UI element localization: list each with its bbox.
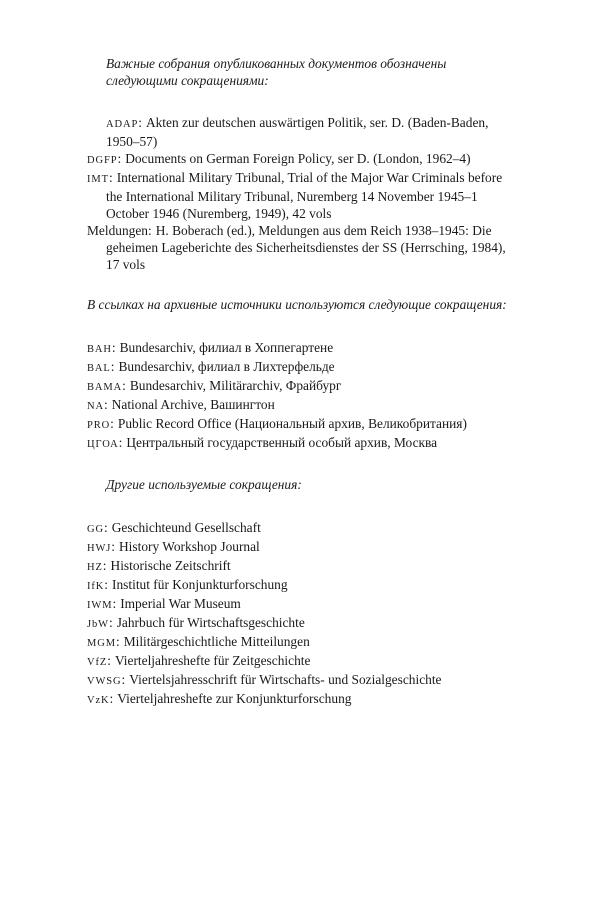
spacer xyxy=(87,273,517,296)
entry-separator: : xyxy=(103,397,108,412)
entry-text: Historische Zeitschrift xyxy=(110,558,231,573)
published-documents-heading: Важные собрания опубликованных документов обозначены следующими сокращениями: xyxy=(106,56,447,88)
entry-text: Geschichteund Gesellschaft xyxy=(111,520,261,535)
entry-abbreviation: PRO xyxy=(87,420,111,431)
entry-text: Public Record Office (Национальный архив, Великобритания) xyxy=(117,416,467,431)
entry-text: Akten zur deutschen auswärtigen Politik, ser. D. (Baden-Baden, 1950–57) xyxy=(106,115,489,149)
entry-separator: : xyxy=(110,359,115,374)
entry-separator: : xyxy=(104,577,109,592)
entry-separator: : xyxy=(138,115,142,130)
entry-separator: : xyxy=(110,416,114,431)
entry-gg xyxy=(87,519,517,538)
entry-abbreviation: HWJ xyxy=(87,543,112,554)
entry-abbreviation: MGM xyxy=(87,638,116,649)
entry-bah xyxy=(87,339,517,358)
entry-abbreviation: ADAP xyxy=(106,119,139,130)
spacer xyxy=(87,89,517,114)
archives-heading: В ссылках на архивные источники используются следующие сокращения: xyxy=(87,297,507,312)
entry-abbreviation: VzK xyxy=(87,695,110,706)
entry-hwj xyxy=(87,538,517,557)
entry-text: Vierteljahreshefte zur Konjunkturforschung xyxy=(117,691,352,706)
entry-bal xyxy=(87,358,517,377)
entry-imt xyxy=(87,169,517,222)
entry-vzk xyxy=(87,690,517,709)
entry-meldungen xyxy=(87,222,517,273)
entry-abbreviation: BAMA xyxy=(87,382,123,393)
entry-text: Imperial War Museum xyxy=(120,596,241,611)
other-abbreviations-heading: Другие используемые сокращения: xyxy=(106,477,302,492)
entry-text: International Military Tribunal, Trial of the Major War Criminals before the International Military Tribunal, Nuremberg 14 November 1945–1 October 1946 (Nuremberg, 1949), 42 vols xyxy=(106,170,503,221)
entry-abbreviation: BAL xyxy=(87,363,111,374)
entry-dgfp xyxy=(87,150,517,169)
entry-separator: : xyxy=(122,378,126,393)
entry-text: Militärgeschichtliche Mitteilungen xyxy=(123,634,310,649)
entry-jbw xyxy=(87,614,517,633)
archives-list xyxy=(87,339,517,453)
spacer xyxy=(87,493,517,519)
entry-text: Documents on German Foreign Policy, ser D. (London, 1962–4) xyxy=(125,151,471,166)
published-documents-list xyxy=(87,114,517,273)
entry-separator: : xyxy=(121,672,126,687)
entry-text: History Workshop Journal xyxy=(119,539,260,554)
entry-separator: : xyxy=(108,170,113,185)
entry-iwm xyxy=(87,595,517,614)
entry-pro xyxy=(87,415,517,434)
entry-text: Центральный государственный особый архив, Москва xyxy=(126,435,438,450)
entry-separator: : xyxy=(107,653,111,668)
entry-vwsg xyxy=(87,671,517,690)
entry-abbreviation: Meldungen xyxy=(87,223,148,238)
entry-abbreviation: IWM xyxy=(87,600,113,611)
entry-mgm xyxy=(87,633,517,652)
entry-na xyxy=(87,396,517,415)
spacer xyxy=(87,313,517,339)
entry-abbreviation: BAH xyxy=(87,344,112,355)
other-abbreviations-list xyxy=(87,519,517,709)
spacer xyxy=(87,453,517,476)
entry-ifk xyxy=(87,576,517,595)
entry-separator: : xyxy=(109,691,114,706)
entry-abbreviation: VfZ xyxy=(87,657,108,668)
entry-abbreviation: IfK xyxy=(87,581,105,592)
entry-separator: : xyxy=(103,520,108,535)
entry-separator: : xyxy=(111,539,116,554)
abbreviations-page xyxy=(87,55,517,709)
entry-text: National Archive, Вашингтон xyxy=(111,397,275,412)
entry-abbreviation: GG xyxy=(87,524,104,535)
entry-vfz xyxy=(87,652,517,671)
entry-text: Vierteljahreshefte für Zeitgeschichte xyxy=(114,653,311,668)
entry-text: Viertelsjahresschrift für Wirtschafts- und Sozialgeschichte xyxy=(129,672,442,687)
entry-text: Bundesarchiv, филиал в Хоппегартене xyxy=(119,340,334,355)
entry-abbreviation: NA xyxy=(87,401,104,412)
entry-text: Institut für Konjunkturforschung xyxy=(112,577,288,592)
entry-hz xyxy=(87,557,517,576)
entry-abbreviation: HZ xyxy=(87,562,103,573)
entry-bama xyxy=(87,377,517,396)
entry-abbreviation: VWSG xyxy=(87,676,122,687)
entry-text: Bundesarchiv, Militärarchiv, Фрайбург xyxy=(129,378,342,393)
entry-tsgoa xyxy=(87,434,517,453)
entry-separator: : xyxy=(112,596,117,611)
entry-separator: : xyxy=(111,340,116,355)
entry-separator: : xyxy=(102,558,107,573)
entry-text: H. Boberach (ed.), Meldungen aus dem Reich 1938–1945: Die geheimen Lageberichte des Sicherheitsdienstes der SS (Herrsching, 1984), 17 vols xyxy=(106,223,506,272)
entry-abbreviation: DGFP xyxy=(87,155,118,166)
entry-separator: : xyxy=(117,151,122,166)
entry-separator: : xyxy=(118,435,123,450)
entry-text: Jahrbuch für Wirtschaftsgeschichte xyxy=(116,615,305,630)
entry-separator: : xyxy=(148,223,152,238)
entry-separator: : xyxy=(115,634,120,649)
entry-abbreviation: IMT xyxy=(87,174,109,185)
entry-adap xyxy=(87,114,517,150)
entry-abbreviation: ЦГОА xyxy=(87,439,119,450)
entry-abbreviation: JbW xyxy=(87,619,109,630)
entry-text: Bundesarchiv, филиал в Лихтерфельде xyxy=(118,359,335,374)
entry-separator: : xyxy=(108,615,113,630)
